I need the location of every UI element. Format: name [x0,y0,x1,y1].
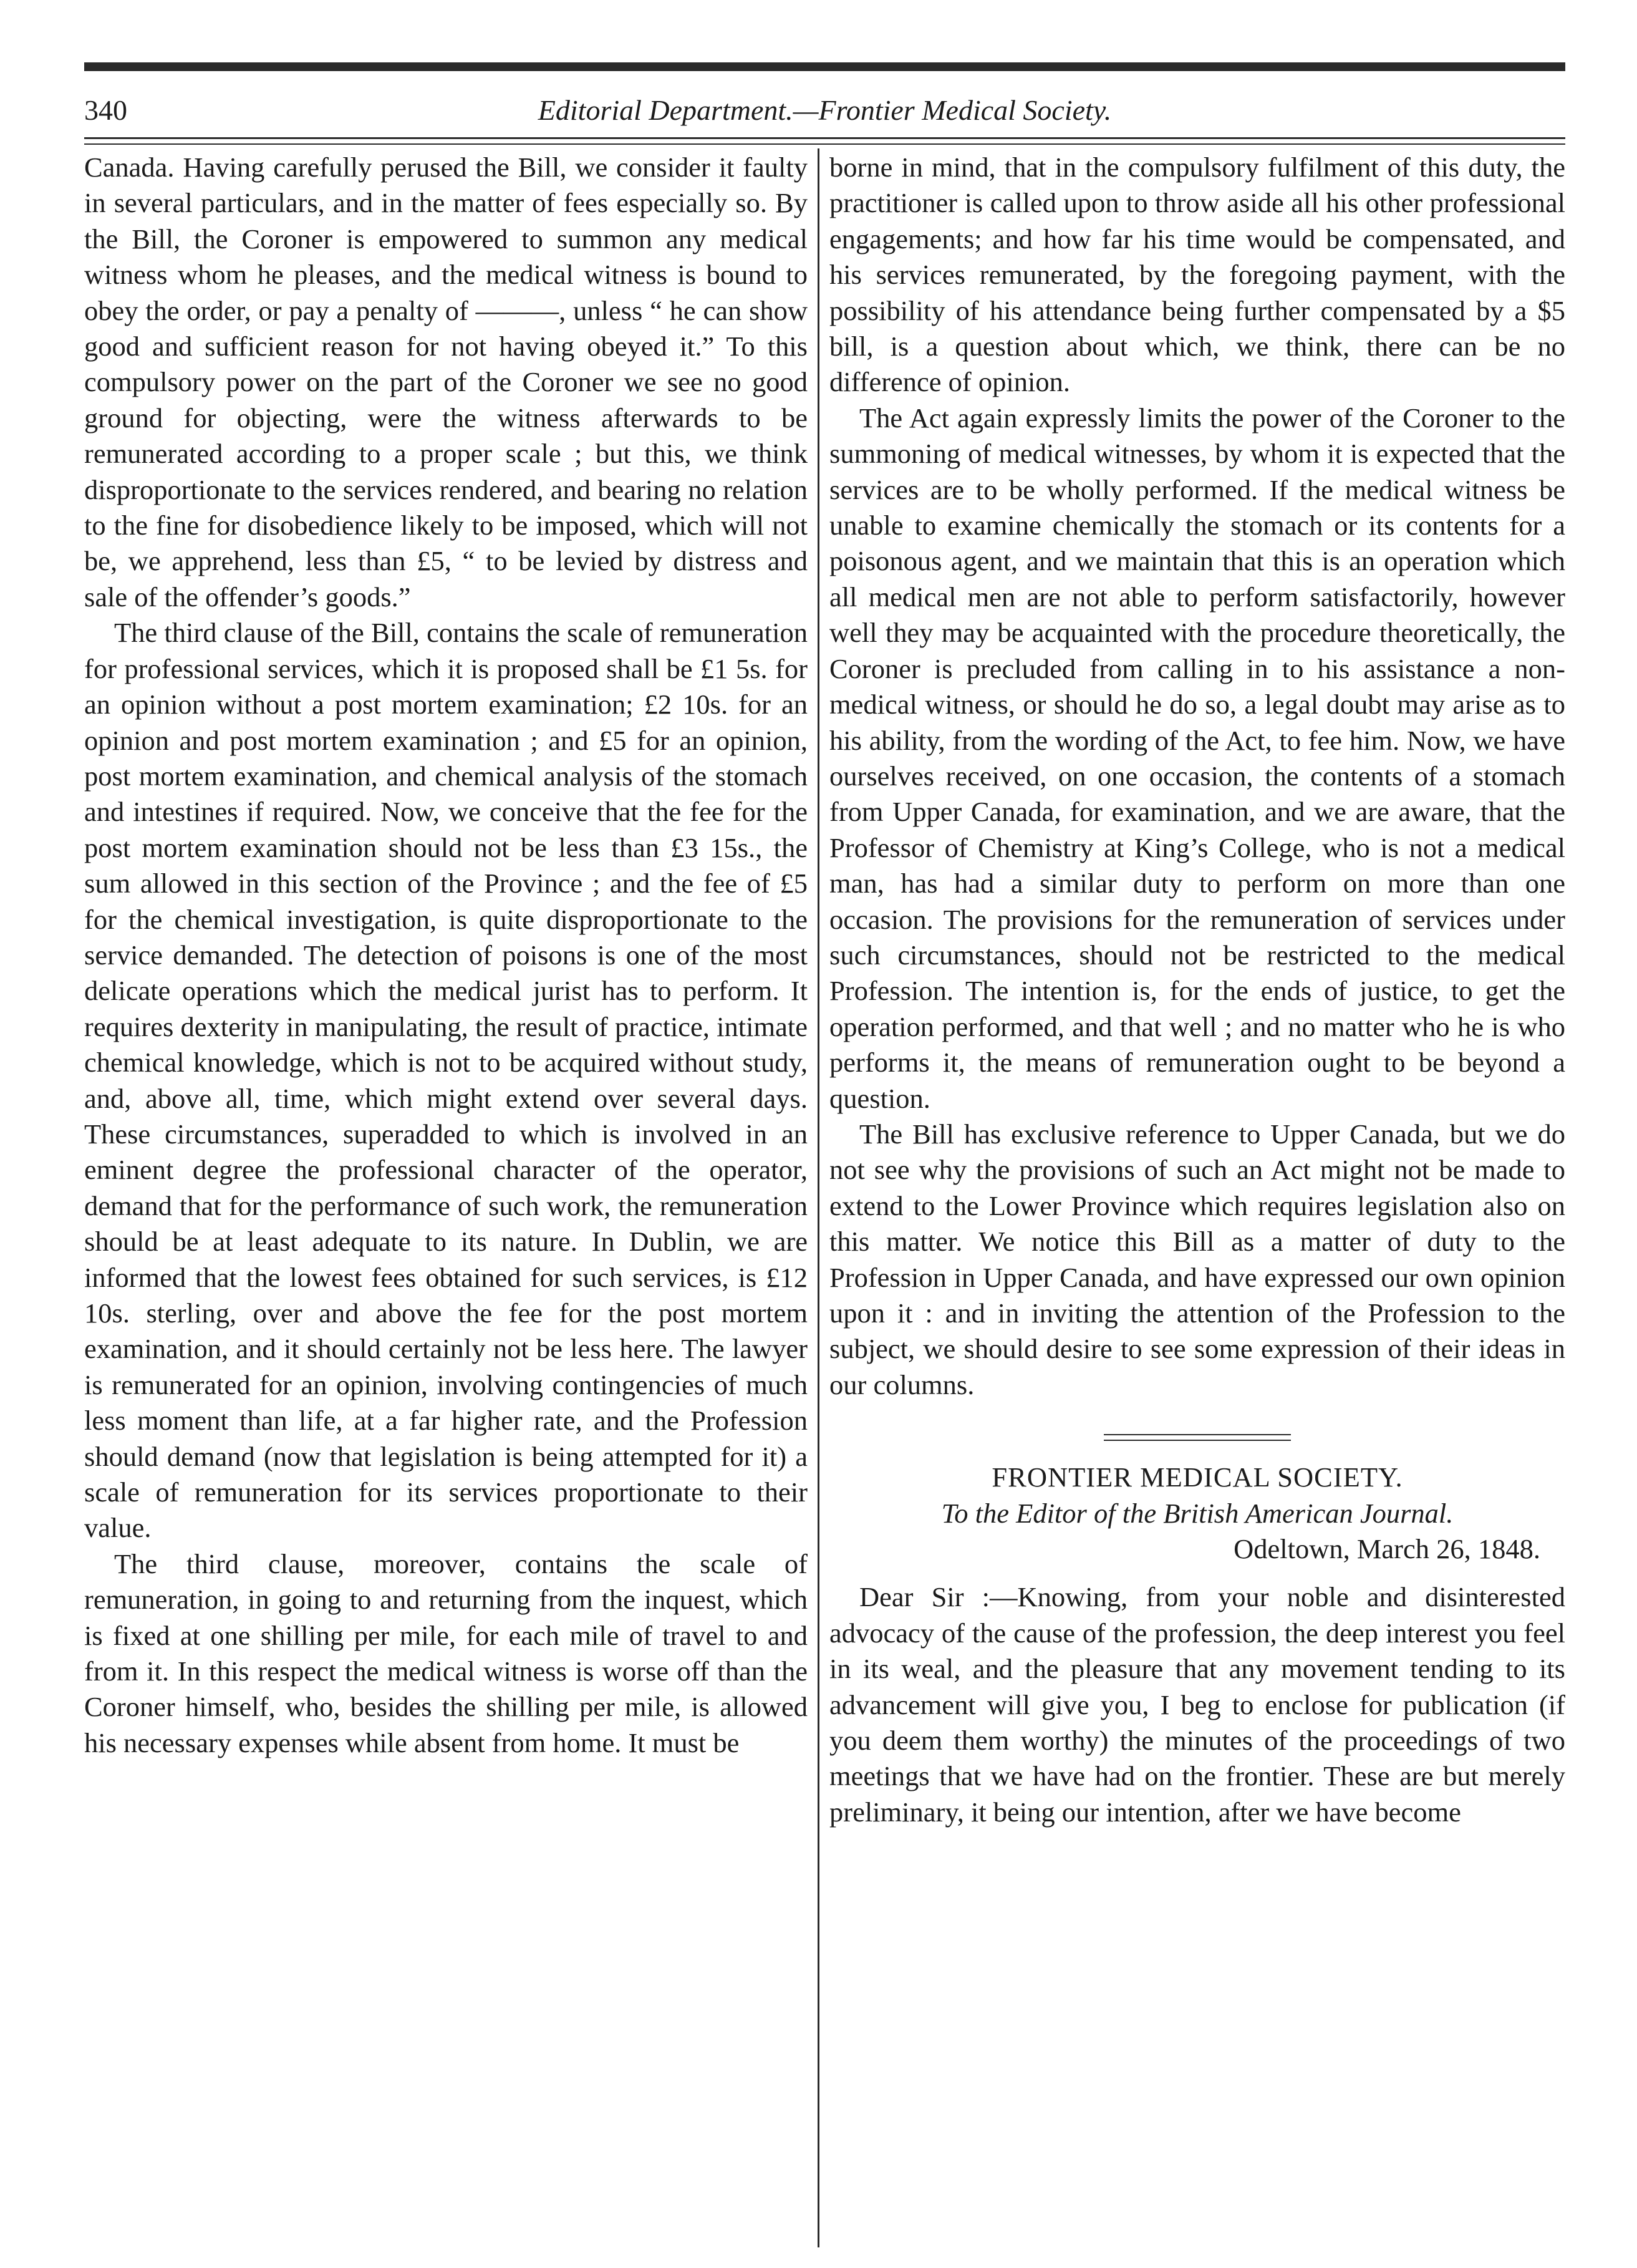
section-divider [1104,1434,1291,1435]
paragraph: The Act again expressly limits the power of the Coroner to the summoning of medical witnesses, by whom it is expected that the services are to be wholly performed. If the medical witness be unable to examine chemically the stomach or its contents for a poisonous agent, and we maintain that this is an operation which all medical men are not able to perform satisfactorily, however well they may be acquainted with the procedure theoretically, the Coroner is precluded from calling in to his assistance a non-medical witness, or should he do so, a legal doubt may arise as to his ability, from the wording of the Act, to fee him. Now, we have ourselves received, on one occasion, the contents of a stomach from Upper Canada, for examination, and we are aware, that the Professor of Chemistry at King’s College, who is not a medical man, has had a similar duty to perform on more than one occasion. The provisions for the remuneration of services under such circumstances, should not be restricted to the medical Profession. The intention is, for the ends of justice, to get the operation performed, and that well ; and no matter who he is who performs it, the means of remuneration ought to be beyond a question. [829,402,1565,1114]
letter-dateline: Odeltown, March 26, 1848. [1234,1533,1540,1565]
paragraph: The third clause of the Bill, contains the scale of remuneration for professional services, which it is proposed shall be £1 5s. for an opinion without a post mortem examination; £2 10s. for an opinion and post mortem examination ; and £5 for an opinion, post mortem examination, and chemical analysis of the stomach and intestines if required. Now, we conceive that the fee for the post mortem examination should not be less than £3 15s., the sum allowed in this section of the Province ; and the fee of £5 for the chemical investigation, is quite disproportionate to the service demanded. The detection of poisons is one of the most delicate operations which the medical jurist has to perform. It requires dexterity in manipulating, the result of practice, intimate chemical knowledge, which is not to be acquired without study, and, above all, time, which might extend over several days. These circumstances, superadded to which is involved in an eminent degree the professional character of the operator, demand that for the performance of such work, the remuneration should be at least adequate to its nature. In Dublin, we are informed that the lowest fees obtained for such services, is £12 10s. sterling, over and above the fee for the post mortem examination, and it should certainly not be less here. The lawyer is remunerated for an opinion, involving contingencies of much less moment than life, at a far higher rate, and the Profession should demand (now that legislation is being attempted for it) a scale of remuneration for its services proportionate to their value. [84,617,808,1544]
left-column [84,150,808,1761]
paragraph: borne in mind, that in the compulsory fulfilment of this duty, the practitioner is called upon to throw aside all his other professional engagements; and how far his time would be compensated, and his services remunerated, by the foregoing payment, with the possibility of his attendance being further compensated by a $5 bill, is a question about which, we think, there can be no difference of opinion. [829,152,1565,398]
letter-paragraph: Dear Sir :—Knowing, from your noble and disinterested advocacy of the cause of the profession, the deep interest you feel in its weal, and the pleasure that any movement tending to its advancement will give you, I beg to enclose for publication (if you deem them worthy) the minutes of the proceedings of two meetings that we have had on the frontier. These are but merely preliminary, it being our intention, after we have become [829,1581,1565,1828]
right-column [829,150,1565,1830]
header-rule-secondary [84,143,1565,145]
column-divider [818,148,819,2247]
section-title: FRONTIER MEDICAL SOCIETY. [992,1461,1403,1493]
running-title: Editorial Department.—Frontier Medical Society. [538,94,1112,126]
section-divider-secondary [1104,1440,1291,1441]
section-subtitle: To the Editor of the British American Journal. [941,1497,1454,1529]
page-number: 340 [84,94,127,126]
header-rule [84,137,1565,139]
paragraph: The third clause, moreover, contains the scale of remuneration, in going to and returning from the inquest, which is fixed at one shilling per mile, for each mile of travel to and from it. In this respect the medical witness is worse off than the Coroner himself, who, besides the shilling per mile, is allowed his necessary expenses while absent from home. It must be [84,1548,808,1758]
top-border-rule [84,62,1565,71]
page-header [84,94,1565,143]
paragraph: The Bill has exclusive reference to Upper Canada, but we do not see why the provisions of such an Act might not be made to extend to the Lower Province which requires legislation also on this matter. We notice this Bill as a matter of duty to the Profession in Upper Canada, and have expressed our own opinion upon it : and in inviting the attention of the Profession to the subject, we should desire to see some expression of their ideas in our columns. [829,1118,1565,1400]
paragraph: Canada. Having carefully perused the Bill, we consider it faulty in several particulars, and in the matter of fees especially so. By the Bill, the Coroner is empowered to summon any medical witness whom he pleases, and the medical witness is bound to obey the order, or pay a penalty of ———, unless “ he can show good and sufficient reason for not having obeyed it.” To this compulsory power on the part of the Coroner we see no good ground for objecting, were the witness afterwards to be remunerated according to a proper scale ; but this, we think disproportionate to the services rendered, and bearing no relation to the fine for disobedience likely to be imposed, which will not be, we apprehend, less than £5, “ to be levied by distress and sale of the offender’s goods.” [84,152,808,613]
